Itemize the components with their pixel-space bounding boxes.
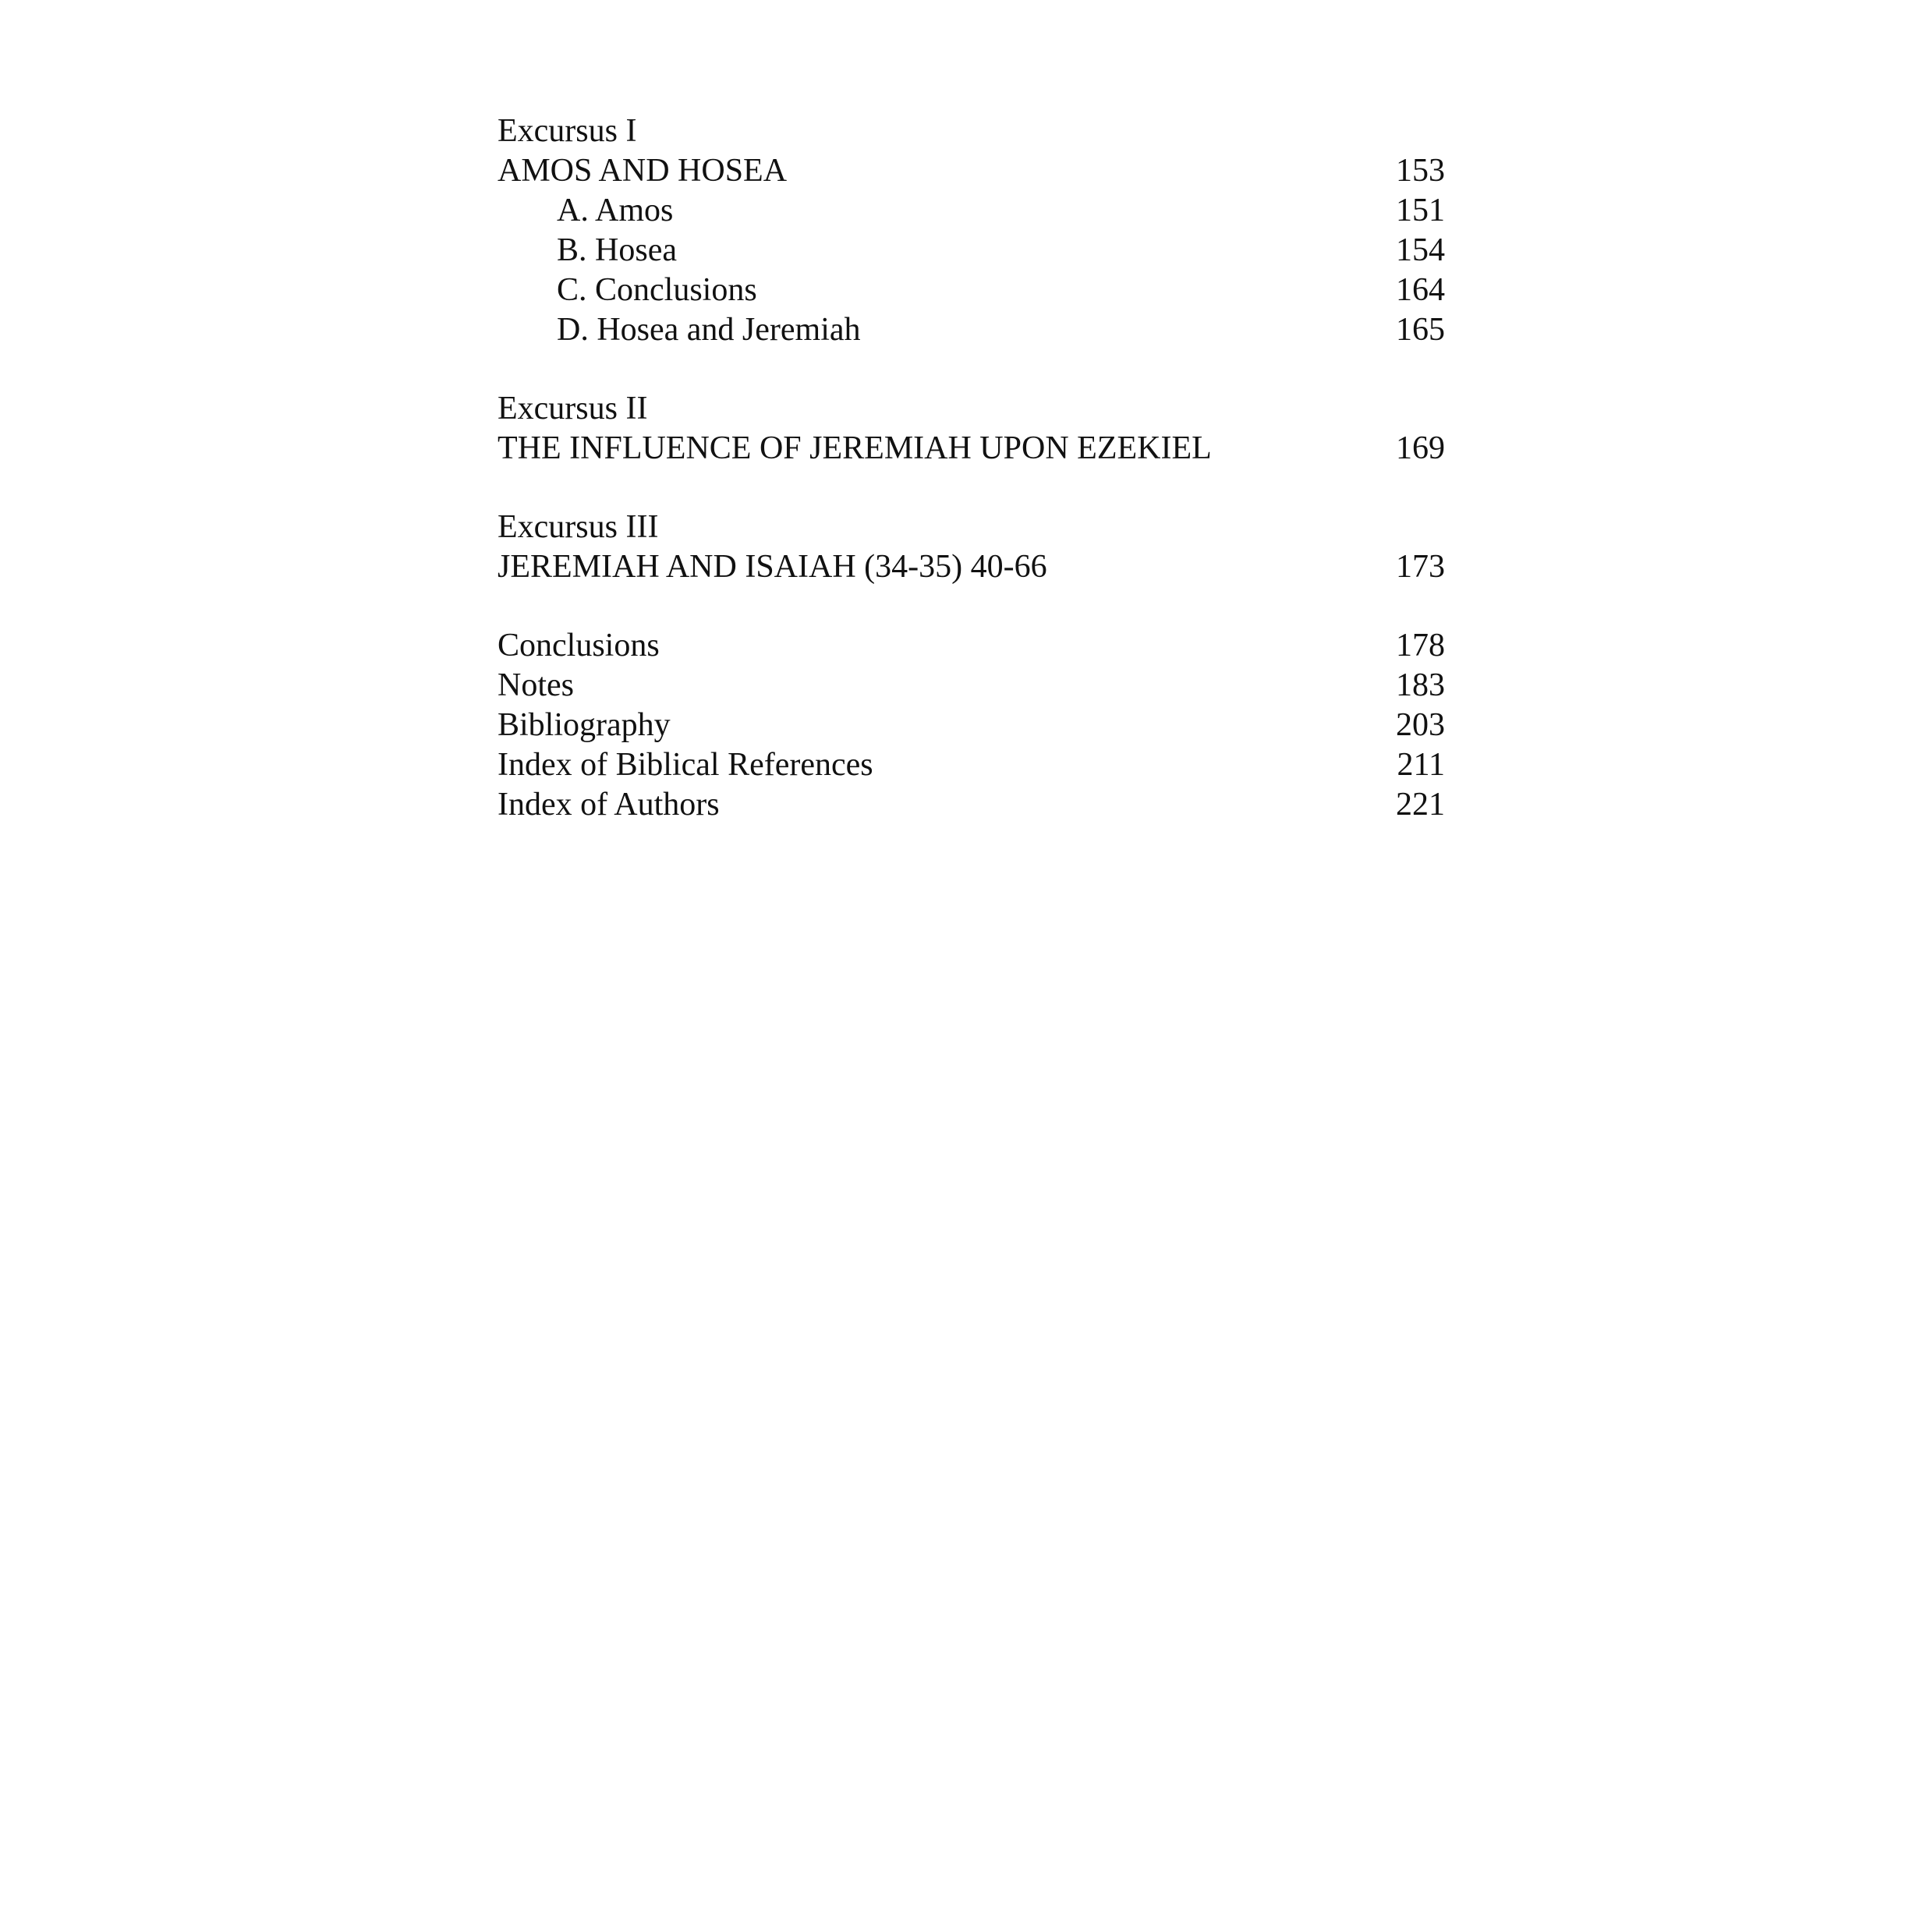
- toc-entry-title: THE INFLUENCE OF JEREMIAH UPON EZEKIEL: [498, 430, 1212, 466]
- toc-subentry-page: 164: [1396, 272, 1445, 308]
- toc-entry-page: 203: [1396, 707, 1445, 743]
- toc-entry-index-of-biblical-references[interactable]: [498, 745, 1445, 785]
- toc-entry-influence-of-jeremiah[interactable]: [498, 429, 1445, 469]
- toc-subentry-hosea-and-jeremiah[interactable]: [498, 310, 1445, 350]
- toc-subentry-title: D. Hosea and Jeremiah: [557, 312, 861, 348]
- excursus-label: Excursus I: [498, 113, 637, 149]
- toc-subentry-page: 154: [1396, 232, 1445, 268]
- toc-subentry-page: 151: [1396, 193, 1445, 228]
- toc-entry-page: 221: [1396, 787, 1445, 823]
- section-spacer: [498, 587, 1445, 626]
- toc-entry-title: AMOS AND HOSEA: [498, 153, 788, 189]
- excursus-label: Excursus III: [498, 509, 659, 545]
- section-spacer: [498, 469, 1445, 508]
- toc-entry-bibliography[interactable]: [498, 706, 1445, 745]
- toc-entry-title: Bibliography: [498, 707, 671, 743]
- excursus-2-label-row: [498, 389, 1445, 429]
- toc-entry-page: 178: [1396, 628, 1445, 663]
- toc-entry-page: 211: [1397, 747, 1445, 783]
- excursus-1-label-row: [498, 111, 1445, 151]
- toc-entry-page: 173: [1396, 549, 1445, 585]
- toc-entry-jeremiah-and-isaiah[interactable]: [498, 547, 1445, 587]
- toc-entry-conclusions[interactable]: [498, 626, 1445, 666]
- toc-subentry-conclusions[interactable]: [498, 271, 1445, 310]
- toc-entry-page: 183: [1396, 667, 1445, 703]
- toc-entry-index-of-authors[interactable]: [498, 785, 1445, 825]
- toc-entry-page: 153: [1396, 153, 1445, 189]
- toc-entry-notes[interactable]: [498, 666, 1445, 706]
- toc-entry-amos-and-hosea[interactable]: [498, 151, 1445, 191]
- toc-entry-title: Index of Biblical References: [498, 747, 873, 783]
- toc-subentry-title: C. Conclusions: [557, 272, 757, 308]
- table-of-contents: [498, 111, 1445, 825]
- toc-subentry-amos[interactable]: [498, 191, 1445, 231]
- toc-entry-title: JEREMIAH AND ISAIAH (34-35) 40-66: [498, 549, 1047, 585]
- toc-subentry-title: B. Hosea: [557, 232, 677, 268]
- toc-entry-title: Conclusions: [498, 628, 660, 663]
- excursus-label: Excursus II: [498, 391, 648, 426]
- toc-entry-title: Notes: [498, 667, 574, 703]
- toc-subentry-title: A. Amos: [557, 193, 674, 228]
- toc-subentry-page: 165: [1396, 312, 1445, 348]
- toc-subentry-hosea[interactable]: [498, 231, 1445, 271]
- section-spacer: [498, 350, 1445, 389]
- toc-entry-title: Index of Authors: [498, 787, 720, 823]
- excursus-3-label-row: [498, 508, 1445, 547]
- toc-entry-page: 169: [1396, 430, 1445, 466]
